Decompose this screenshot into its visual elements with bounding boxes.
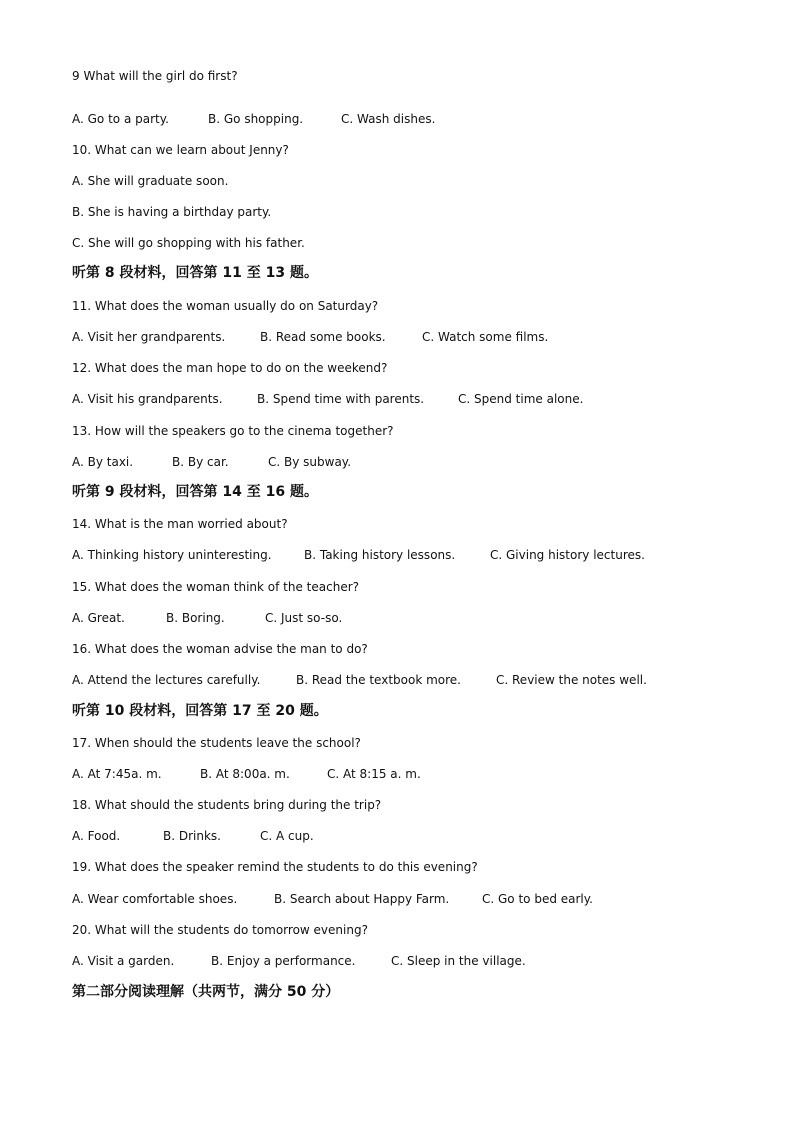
question-14: 14. What is the man worried about? [72,517,288,531]
option-a: A. By taxi. [72,455,134,469]
question-9: 9 What will the girl do first? [72,69,238,83]
option-b: B. Spend time with parents. [257,392,425,406]
question-18: 18. What should the students bring during the trip? [72,798,382,812]
question-10-option-b: B. She is having a birthday party. [72,205,272,219]
question-20: 20. What will the students do tomorrow evening? [72,923,368,937]
option-b: B. Search about Happy Farm. [274,892,450,906]
option-a: A. Visit her grandparents. [72,330,226,344]
option-c: C. At 8:15 a. m. [327,767,421,781]
option-b: B. Taking history lessons. [304,548,456,562]
question-15: 15. What does the woman think of the teacher? [72,580,360,594]
option-b: B. Drinks. [163,829,221,843]
option-b: B. Read the textbook more. [296,673,461,687]
option-a: A. Visit his grandparents. [72,392,223,406]
option-a: A. At 7:45a. m. [72,767,162,781]
option-c: C. Wash dishes. [341,112,436,126]
option-a: A. Great. [72,611,125,625]
option-b: B. By car. [172,455,229,469]
section-heading-10: 听第 10 段材料，回答第 17 至 20 题。 [72,703,328,719]
section-heading-8: 听第 8 段材料，回答第 11 至 13 题。 [72,265,318,281]
option-b: B. At 8:00a. m. [200,767,290,781]
question-19: 19. What does the speaker remind the students to do this evening? [72,860,478,874]
option-a: A. Food. [72,829,121,843]
option-a: A. Attend the lectures carefully. [72,673,261,687]
question-16: 16. What does the woman advise the man to do? [72,642,368,656]
option-c: C. Watch some films. [422,330,549,344]
option-c: C. Sleep in the village. [391,954,526,968]
option-a: A. Thinking history uninteresting. [72,548,272,562]
question-10: 10. What can we learn about Jenny? [72,143,289,157]
question-10-option-a: A. She will graduate soon. [72,174,229,188]
option-b: B. Go shopping. [208,112,304,126]
option-c: C. A cup. [260,829,314,843]
option-a: A. Visit a garden. [72,954,175,968]
option-b: B. Boring. [166,611,225,625]
question-13: 13. How will the speakers go to the cinema together? [72,424,394,438]
question-11: 11. What does the woman usually do on Saturday? [72,299,379,313]
option-c: C. By subway. [268,455,352,469]
option-b: B. Read some books. [260,330,386,344]
section-heading-9: 听第 9 段材料，回答第 14 至 16 题。 [72,484,318,500]
option-a: A. Go to a party. [72,112,169,126]
question-10-option-c: C. She will go shopping with his father. [72,236,305,250]
option-c: C. Giving history lectures. [490,548,645,562]
option-c: C. Just so-so. [265,611,343,625]
option-b: B. Enjoy a performance. [211,954,356,968]
option-c: C. Go to bed early. [482,892,593,906]
option-c: C. Review the notes well. [496,673,647,687]
question-17: 17. When should the students leave the school? [72,736,361,750]
option-a: A. Wear comfortable shoes. [72,892,238,906]
question-12: 12. What does the man hope to do on the weekend? [72,361,388,375]
option-c: C. Spend time alone. [458,392,584,406]
part-2-heading: 第二部分阅读理解（共两节，满分 50 分） [72,984,340,1000]
